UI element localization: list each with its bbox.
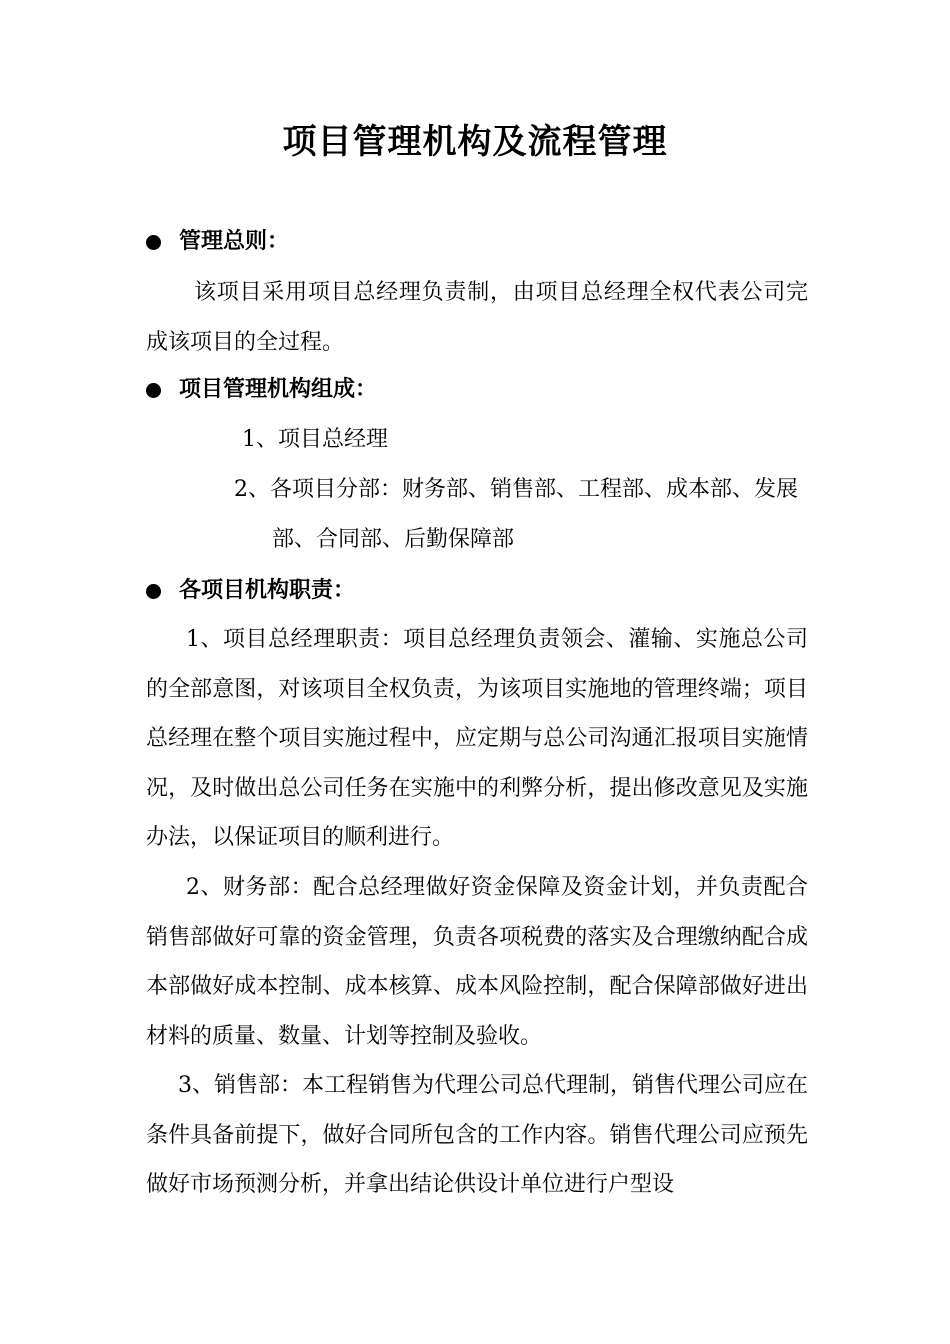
bullet-icon — [146, 235, 161, 250]
list-item-general-manager: 1、项目总经理 — [242, 427, 388, 452]
paragraph-finance-duties: 2、财务部：配合总经理做好资金保障及资金计划，并负责配合销售部做好可靠的资金管理，负责各项税费的落实及合理缴纳配合成本部做好成本控制、成本核算、成本风险控制，配合保障部做好进出材料的质量、数量、计划等控制及验收。 — [146, 875, 808, 1049]
section-heading-management-principles — [146, 222, 289, 262]
section-heading-text: 项目管理机构组成： — [179, 377, 378, 402]
section-heading-organization — [146, 370, 377, 410]
section-heading-text: 各项目机构职责： — [179, 578, 356, 603]
section-heading-text: 管理总则： — [179, 229, 290, 254]
paragraph-general-manager-duties: 1、项目总经理职责：项目总经理负责领会、灌输、实施总公司的全部意图，对该项目全权负责，为该项目实施地的管理终端；项目总经理在整个项目实施过程中，应定期与总公司沟通汇报项目实施情况，及时做出总公司任务在实施中的利弊分析，提出修改意见及实施办法，以保证项目的顺利进行。 — [146, 627, 808, 850]
list-item-departments-continued: 部、合同部、后勤保障部 — [272, 527, 515, 552]
paragraph-management-principles: 该项目采用项目总经理负责制，由项目总经理全权代表公司完成该项目的全过程。 — [146, 280, 808, 355]
list-item-departments: 2、各项目分部：财务部、销售部、工程部、成本部、发展 — [234, 477, 798, 502]
bullet-icon — [146, 383, 161, 398]
section-heading-responsibilities — [146, 571, 355, 611]
document-title: 项目管理机构及流程管理 — [282, 122, 668, 162]
paragraph-sales-duties: 3、销售部：本工程销售为代理公司总代理制，销售代理公司应在条件具备前提下，做好合同所包含的工作内容。销售代理公司应预先做好市场预测分析，并拿出结论供设计单位进行户型设 — [146, 1073, 808, 1197]
bullet-icon — [146, 584, 161, 599]
